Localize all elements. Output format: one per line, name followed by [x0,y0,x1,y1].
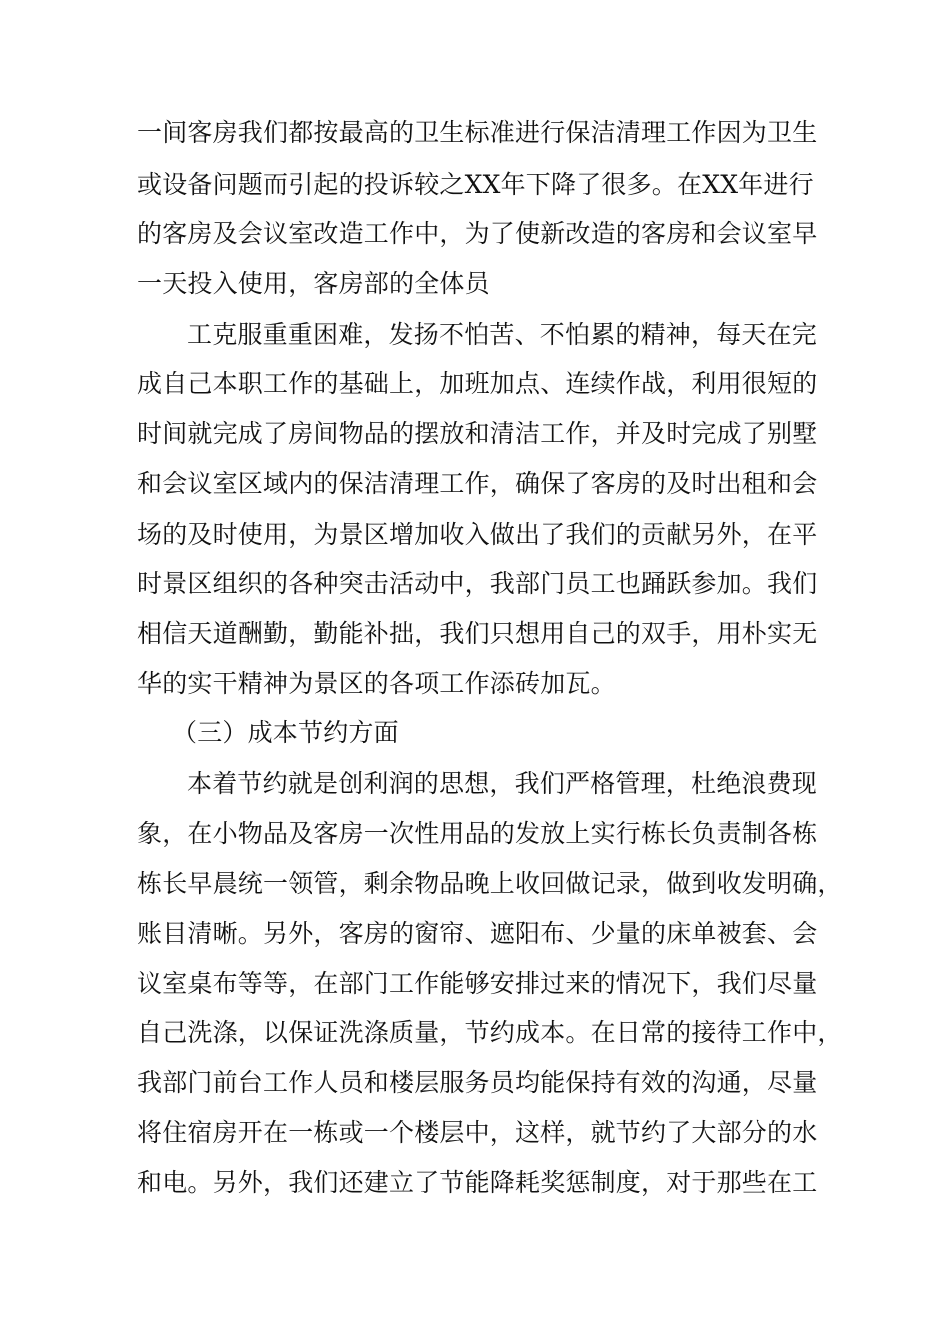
text-line: 我部门前台工作人员和楼层服务员均能保持有效的沟通，尽量 [137,1068,818,1097]
text-line: 时景区组织的各种突击活动中，我部门员工也踊跃参加。我们 [137,569,818,598]
text-line: 和会议室区域内的保洁清理工作，确保了客房的及时出租和会 [137,469,818,498]
text-line: 自己洗涤，以保证洗涤质量，节约成本。在日常的接待工作中， [137,1018,843,1047]
text-line: 场的及时使用，为景区增加收入做出了我们的贡献另外，在平 [137,520,818,549]
paragraph-first-line: 本着节约就是创利润的思想，我们严格管理，杜绝浪费现 [187,769,818,798]
text-line: 议室桌布等等，在部门工作能够安排过来的情况下，我们尽量 [137,969,818,998]
text-line: 相信天道酬勤，勤能补拙，我们只想用自己的双手，用朴实无 [137,619,818,648]
paragraph-first-line: 工克服重重困难，发扬不怕苦、不怕累的精神，每天在完 [187,320,818,349]
text-line: 栋长早晨统一领管，剩余物品晚上收回做记录，做到收发明确， [137,869,843,898]
text-line: 账目清晰。另外，客房的窗帘、遮阳布、少量的床单被套、会 [137,919,818,948]
text-line: 成自己本职工作的基础上，加班加点、连续作战，利用很短的 [137,369,818,398]
section-heading: （三）成本节约方面 [172,718,399,747]
text-line: 将住宿房开在一栋或一个楼层中，这样，就节约了大部分的水 [137,1118,818,1147]
text-line: 华的实干精神为景区的各项工作添砖加瓦。 [137,669,616,698]
text-line: 象，在小物品及客房一次性用品的发放上实行栋长负责制各栋 [137,819,818,848]
text-line: 或设备问题而引起的投诉较之XX年下降了很多。在XX年进行 [137,170,814,199]
text-line: 时间就完成了房间物品的摆放和清洁工作，并及时完成了别墅 [137,419,818,448]
text-line: 一天投入使用，客房部的全体员 [137,269,490,298]
text-line: 的客房及会议室改造工作中，为了使新改造的客房和会议室早 [137,219,818,248]
text-line: 一间客房我们都按最高的卫生标准进行保洁清理工作因为卫生 [137,118,818,147]
text-line: 和电。另外，我们还建立了节能降耗奖惩制度，对于那些在工 [137,1168,818,1197]
